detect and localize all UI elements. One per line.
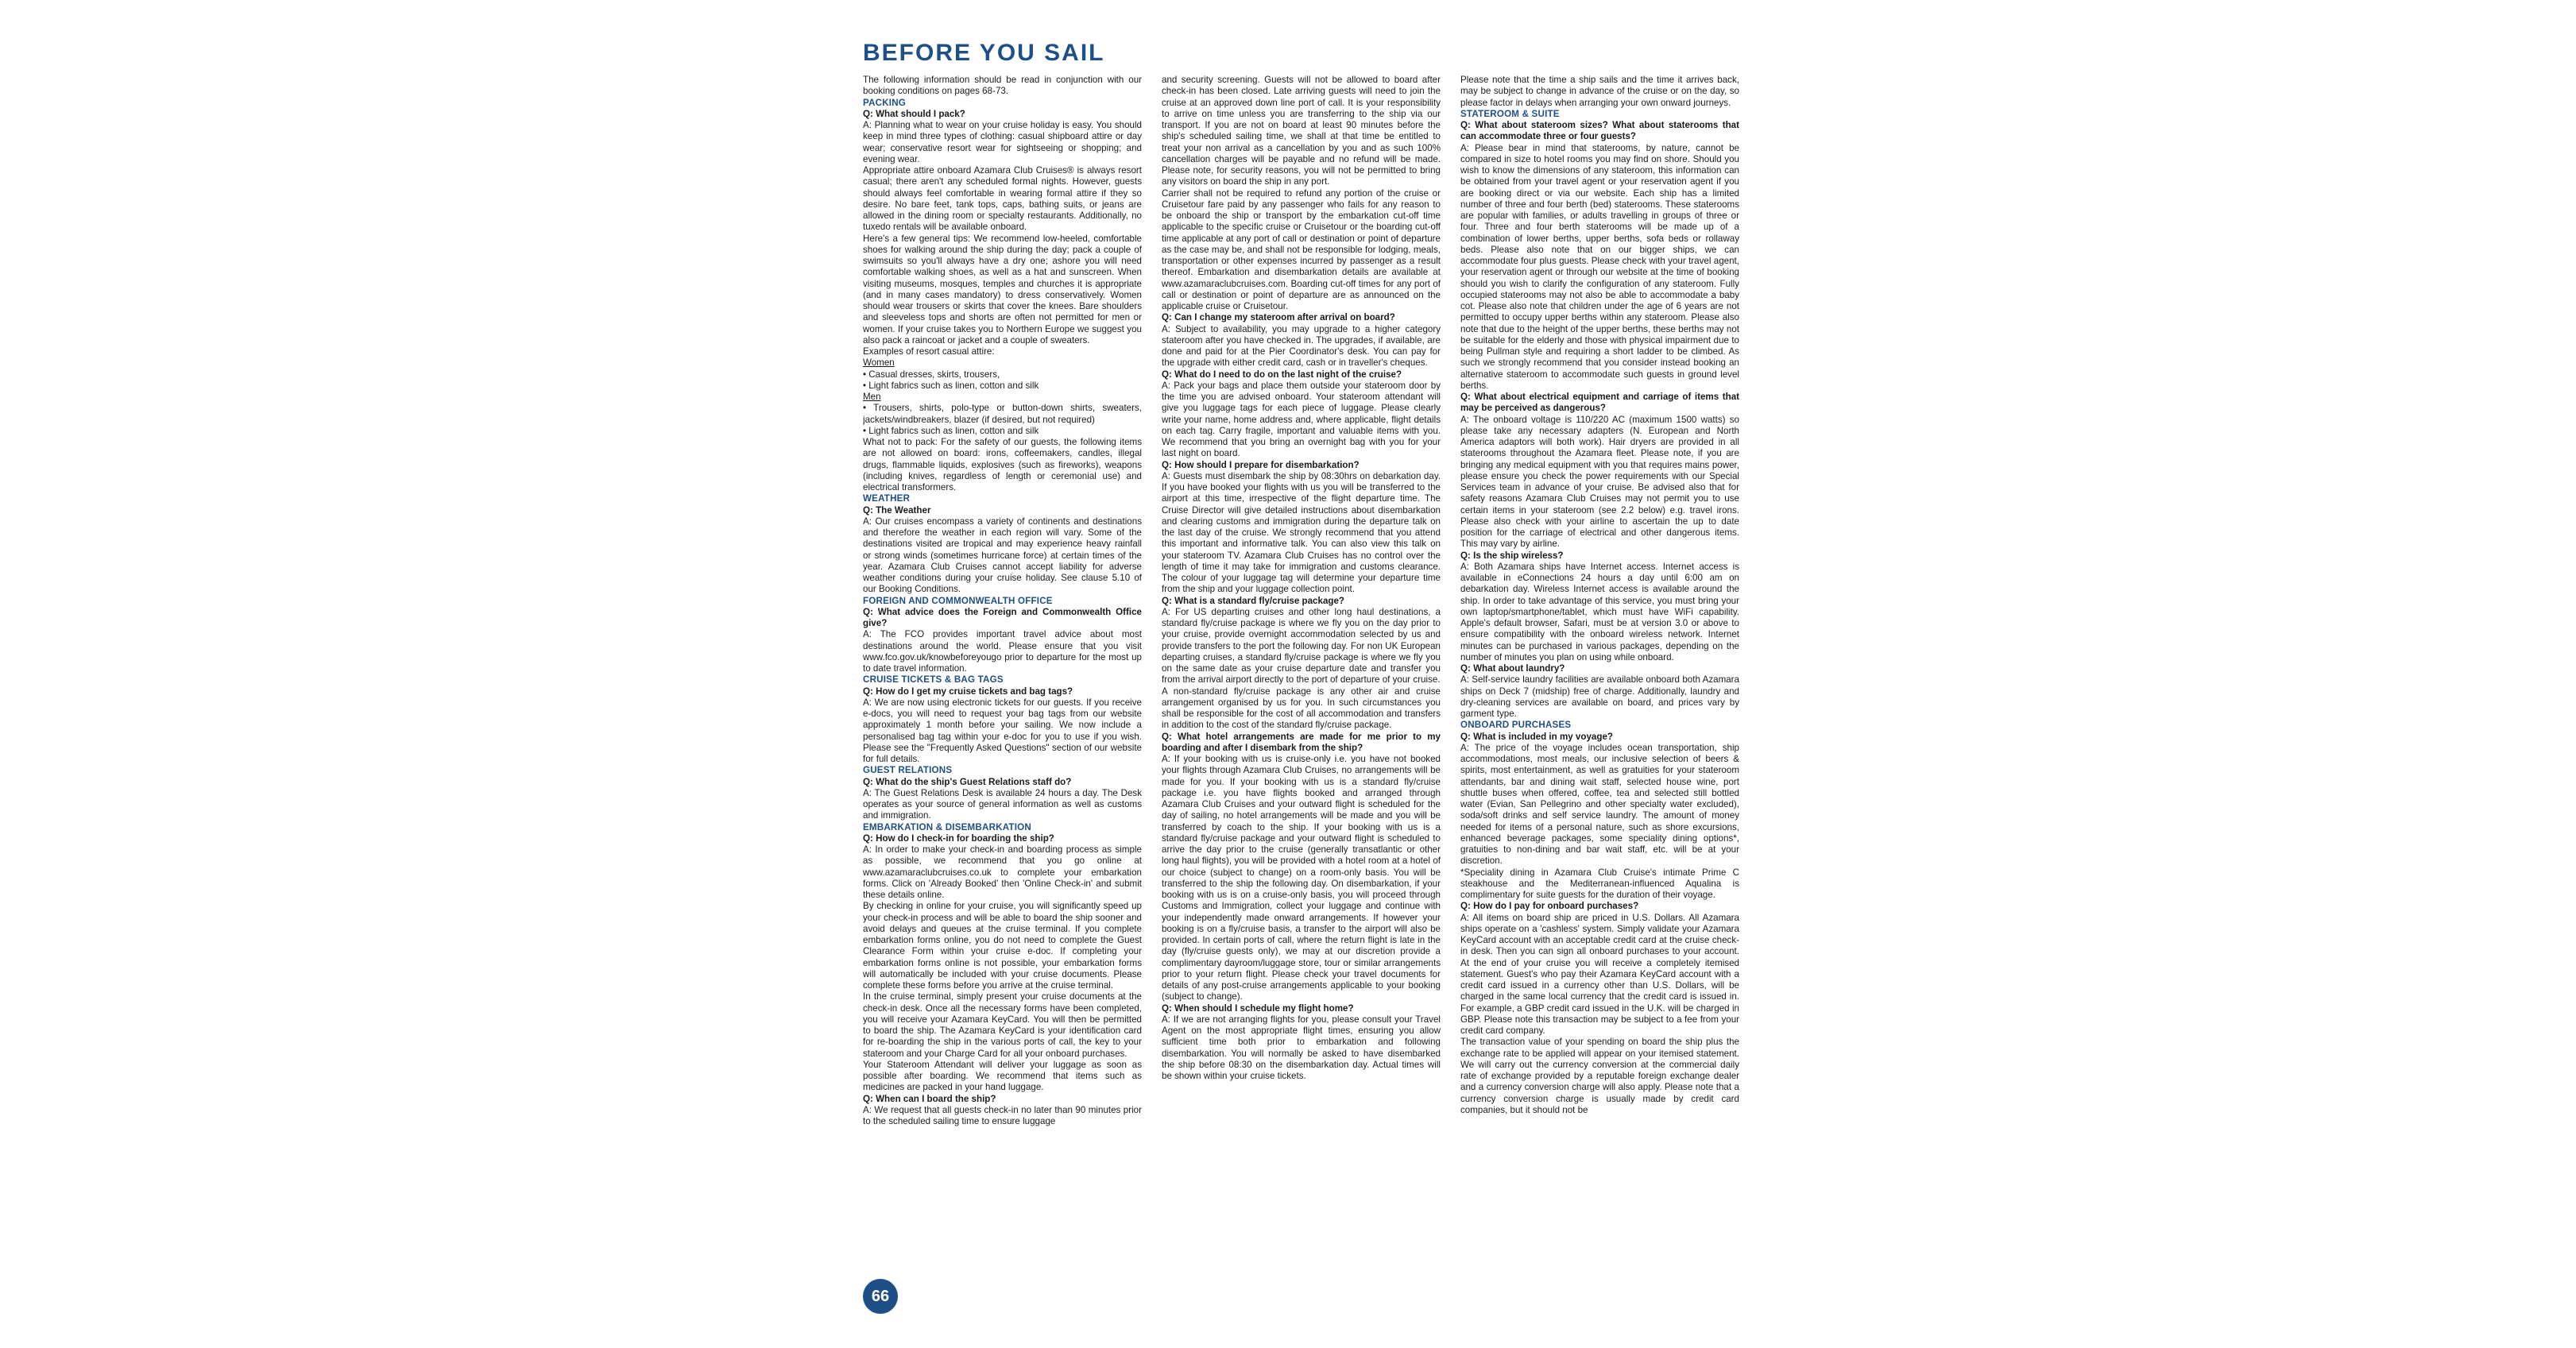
paragraph: A: All items on board ship are priced in U.S. Dollars. All Azamara ships operate on a 'cashless' system. Simply validate your Azamara KeyCard account with an acceptable credit card at the cruise check-in desk. Then you can sign all onboard purchases to your account. At the end of your cruise you will receive a completely itemised statement. Guest's who pay their Azamara KeyCard account with a credit card issued in a currency other than U.S. Dollars, will be charged in the same local currency that the credit card is issued in. For example, a GBP credit card issued in the U.K. will be charged in GBP. Please note this transaction may be subject to a fee from your credit card company.	[1460, 912, 1739, 1036]
paragraph: A: The onboard voltage is 110/220 AC (maximum 1500 watts) so please take any necessary adapters (N. European and North America adaptors will both work). Hair dryers are provided in all staterooms throughout the Azamara fleet. Please note, if you are bringing any medical equipment with you that requires mains power, please ensure you check the power requirements with our Special Services team in advance of your cruise. Be advised also that for safety reasons Azamara Club Cruises may not permit you to use certain items in your stateroom (see 2.2 below) e.g. travel irons. Please also check with your airline to ascertain the up to date position for the carriage of electrical and other dangerous items. This may vary by airline.	[1460, 414, 1739, 550]
question: Q: What hotel arrangements are made for me prior to my boarding and after I disembark from the ship?	[1162, 731, 1441, 753]
text-column-2	[1162, 75, 1441, 1266]
section-heading: GUEST RELATIONS	[863, 765, 953, 776]
question: Q: The Weather	[863, 504, 931, 516]
paragraph: The transaction value of your spending on board the ship plus the exchange rate to be applied will appear on your itemised statement. We will carry out the currency conversion at the commercial daily rate of exchange provided by a reputable foreign exchange dealer and a currency conversion charge will also apply. Please note that a currency conversion charge is usually made by credit card companies, but it should not be	[1460, 1037, 1739, 1115]
question: Q: When can I board the ship?	[863, 1093, 996, 1104]
brochure-page	[863, 35, 1746, 1322]
question: Q: When should I schedule my flight home?	[1162, 1002, 1354, 1014]
page-title: BEFORE YOU SAIL	[863, 40, 1105, 66]
question: Q: What do I need to do on the last night of the cruise?	[1162, 369, 1402, 380]
question: Q: How do I check-in for boarding the ship?	[863, 832, 1054, 844]
question: Q: What is included in my voyage?	[1460, 731, 1613, 742]
paragraph: A: The FCO provides important travel advice about most destinations around the world. Please ensure that you visit www.fco.gov.uk/knowbeforeyougo prior to departure for the most up to date travel information.	[863, 629, 1142, 674]
paragraph: • Trousers, shirts, polo-type or button-down shirts, sweaters, jackets/windbreakers, blazer (if desired, but not required)	[863, 403, 1142, 425]
question: Q: What is a standard fly/cruise package?	[1162, 595, 1345, 606]
paragraph: A: For US departing cruises and other long haul destinations, a standard fly/cruise package is where we fly you on the day prior to your cruise, provide overnight accommodation selected by us and provide transfers to the port the following day. For non UK European departing cruises, a standard fly/cruise package is where we fly you on the same date as your cruise departure date and transfer you from the arrival airport directly to the port of departure of your cruise.	[1162, 606, 1441, 686]
paragraph: In the cruise terminal, simply present your cruise documents at the check-in desk. Once all the necessary forms have been completed, you will receive your Azamara KeyCard. You will then be permitted to board the ship. The Azamara KeyCard is your identification card for re-boarding the ship in the various ports of call, the key to your stateroom and your Charge Card for all your onboard purchases.	[863, 991, 1142, 1059]
paragraph: A: Planning what to wear on your cruise holiday is easy. You should keep in mind three types of clothing: casual shipboard attire or day wear; conservative resort wear for sightseeing or shopping; and evening wear.	[863, 120, 1142, 164]
paragraph: A: Subject to availability, you may upgrade to a higher category stateroom after you have checked in. The upgrades, if available, are done and paid for at the Pier Coordinator's desk. You can pay for the upgrade with either credit card, cash or in traveller's cheques.	[1162, 323, 1441, 369]
question: Q: What about laundry?	[1460, 663, 1565, 674]
section-heading: STATEROOM & SUITE	[1460, 108, 1560, 119]
paragraph: • Light fabrics such as linen, cotton and silk	[863, 425, 1039, 436]
paragraph: A: Pack your bags and place them outside your stateroom door by the time you are advised onboard. Your stateroom attendant will give you luggage tags for each piece of luggage. Please clearly write your name, home address and, where applicable, flight details on each tag. Carry fragile, important and valuable items with you. We recommend that you bring an overnight bag with you for your last night on board.	[1162, 380, 1441, 459]
section-heading: WEATHER	[863, 493, 911, 504]
text-column-1	[863, 75, 1142, 1266]
question: Q: How should I prepare for disembarkation?	[1162, 459, 1360, 470]
text-column-3	[1460, 75, 1739, 1266]
paragraph: A non-standard fly/cruise package is any other air and cruise arrangement organised by us for you. In such circumstances you shall be responsible for the cost of all accommodation and transfers in addition to the cost of the standard fly/cruise package.	[1162, 686, 1441, 731]
question: Q: Can I change my stateroom after arrival on board?	[1162, 312, 1395, 323]
question: Q: What about stateroom sizes? What about staterooms that can accommodate three or four guests?	[1460, 120, 1739, 142]
paragraph: A: The price of the voyage includes ocean transportation, ship accommodations, most meals, our inclusive selection of beers & spirits, most entertainment, as well as gratuities for your stateroom attendants, bar and dining wait staff, selected house wine, port shuttle buses when offered, coffee, tea and selected still bottled water (Evian, San Pellegrino and other specialty water excluded), soda/soft drinks and self service laundry. The amount of money needed for items of a personal nature, such as shore excursions, enhanced beverage packages, some speciality dining options*, gratuities to non-dining and bar wait staff, etc. will be at your discretion.	[1460, 742, 1739, 867]
paragraph: What not to pack: For the safety of our guests, the following items are not allowed on board: irons, coffeemakers, candles, illegal drugs, flammable liquids, explosives (such as fireworks), weapons (including knives, regardless of length or ceremonial use) and electrical transformers.	[863, 437, 1142, 492]
paragraph: A: If we are not arranging flights for you, please consult your Travel Agent on the most appropriate flight times, ensuring you allow sufficient time both prior to embarkation and following disembarkation. You will normally be asked to have disembarked the ship before 08:30 on the disembarkation day. Actual times will be shown within your cruise tickets.	[1162, 1014, 1441, 1081]
paragraph: Please note that the time a ship sails and the time it arrives back, may be subject to change in advance of the cruise or on the day, so please factor in delays when arranging your own onward journeys.	[1460, 75, 1739, 108]
paragraph: A: We are now using electronic tickets for our guests. If you receive e-docs, you will need to request your bag tags from our website approximately 1 month before your sailing. We now include a personalised bag tag within your e-doc for you to use if you wish. Please see the "Frequently Asked Questions" section of our website for full details.	[863, 697, 1142, 764]
section-heading: FOREIGN AND COMMONWEALTH OFFICE	[863, 595, 1053, 606]
paragraph: A: If your booking with us is cruise-only i.e. you have not booked your flights through Azamara Club Cruises, no arrangements will be made for you. If your booking with us is a standard fly/cruise package i.e. you have flights booked and arranged through Azamara Club Cruises and your outward flight is scheduled for the day of sailing, no hotel arrangements will be made and you will be transferred by coach to the ship. If your booking with us is a standard fly/cruise package and your outward flight is scheduled to arrive the day prior to the cruise (generally transatlantic or other long haul flights), you will be provided with a hotel room at a hotel of our choice (subject to change) on a room-only basis. You will be transferred to the ship the following day. On disembarkation, if your booking with us is on a cruise-only basis, you will proceed through Customs and Immigration, collect your luggage and continue with your independently made onward arrangements. If however your booking is on a fly/cruise basis, a transfer to the airport will also be provided. In certain ports of call, where the return flight is late in the day (fly/cruise guests only), we may at our discretion provide a complimentary dayroom/luggage store, tour or similar arrangements prior to your return flight. Please check your travel documents for details of any post-cruise arrangements applicable to your booking (subject to change).	[1162, 754, 1441, 1002]
question: Q: Is the ship wireless?	[1460, 550, 1564, 561]
paragraph: Your Stateroom Attendant will deliver your luggage as soon as possible after boarding. We recommend that items such as medicines are packed in your hand luggage.	[863, 1059, 1142, 1093]
section-heading: ONBOARD PURCHASES	[1460, 720, 1572, 731]
sub-heading: Men	[863, 392, 881, 402]
paragraph: A: Both Azamara ships have Internet access. Internet access is available in eConnections 24 hours a day until 6:00 am on debarkation day. Wireless Internet access is available around the ship. In order to take advantage of this service, you must bring your own laptop/smartphone/tablet, which must have WiFi capability. Apple's default browser, Safari, must be at version 3.0 or above to ensure compatibility with the onboard wireless network. Internet minutes can be purchased in various packages, depending on the number of minutes you plan on using while onboard.	[1460, 561, 1739, 662]
question: Q: What about electrical equipment and carriage of items that may be perceived as dangerous?	[1460, 392, 1739, 414]
paragraph: • Light fabrics such as linen, cotton and silk	[863, 380, 1039, 391]
paragraph: Here's a few general tips: We recommend low-heeled, comfortable shoes for walking around the ship during the day; pack a couple of swimsuits so you'll always have a dry one; ashore you will need comfortable walking shoes, as well as a hat and sunscreen. When visiting museums, mosques, temples and churches it is appropriate (and in many cases mandatory) to dress conservatively. Women should wear trousers or skirts that cover the knees. Bare shoulders and sleeveless tops and shorts are often not permitted for men or women. If your cruise takes you to Northern Europe we suggest you also pack a raincoat or jacket and a couple of sweaters.	[863, 233, 1142, 346]
page-number-badge: 66	[863, 1279, 898, 1314]
paragraph: A: The Guest Relations Desk is available 24 hours a day. The Desk operates as your source of general information as well as customs and immigration.	[863, 787, 1142, 821]
paragraph: A: In order to make your check-in and boarding process as simple as possible, we recommend that you go online at www.azamaraclubcruises.co.uk to complete your embarkation forms. Click on 'Already Booked' then 'Online Check-in' and submit these details online.	[863, 844, 1142, 900]
paragraph: Carrier shall not be required to refund any portion of the cruise or Cruisetour fare paid by any passenger who fails for any reason to be onboard the ship or transport by the embarkation cut-off time applicable to the specific cruise or Cruisetour or the boarding cut-off time applicable at any port of call or destination or point of departure as the case may be, and shall not be responsible for lodging, meals, transportation or other expenses incurred by passenger as a result thereof. Embarkation and disembarkation details are available at www.azamaraclubcruises.com. Boarding cut-off times for any port of call or destination or point of departure are as announced on the applicable cruise or Cruisetour.	[1162, 187, 1441, 311]
question: Q: What should I pack?	[863, 108, 965, 119]
section-heading: CRUISE TICKETS & BAG TAGS	[863, 674, 1004, 686]
paragraph: A: Our cruises encompass a variety of continents and destinations and therefore the weather in each region will vary. Some of the destinations visited are tropical and may experience heavy rainfall or strong winds (sometimes hurricane force) at certain times of the year. Azamara Club Cruises cannot accept liability for adverse weather conditions during your cruise holiday. See clause 5.10 of our Booking Conditions.	[863, 516, 1142, 595]
paragraph: A: Self-service laundry facilities are available onboard both Azamara ships on Deck 7 (midship) free of charge. Additionally, laundry and dry-cleaning services are available on board, and prices vary by garment type.	[1460, 674, 1739, 719]
question: Q: How do I pay for onboard purchases?	[1460, 901, 1639, 912]
sub-heading: Women	[863, 357, 895, 369]
paragraph: and security screening. Guests will not be allowed to board after check-in has been closed. Late arriving guests will need to join the cruise at an approved down line port of call. It is your responsibility to arrive on time unless you are transferring to the ship via our transport. If you are not on board at least 90 minutes before the ship's scheduled sailing time, we shall at that time be entitled to treat your non arrival as a cancellation by you and as such 100% cancellation charges will be payable and no refund will be made. Please note, for security reasons, you will not be permitted to bring any visitors on board the ship in any port.	[1162, 75, 1441, 187]
paragraph: Examples of resort casual attire:	[863, 346, 995, 357]
paragraph: • Casual dresses, skirts, trousers,	[863, 369, 1000, 380]
question: Q: What advice does the Foreign and Commonwealth Office give?	[863, 606, 1142, 628]
paragraph: A: We request that all guests check-in no later than 90 minutes prior to the scheduled sailing time to ensure luggage	[863, 1104, 1142, 1126]
paragraph: A: Please bear in mind that staterooms, by nature, cannot be compared in size to hotel rooms you may find on shore. Should you wish to know the dimensions of any stateroom, this information can be obtained from your travel agent or your reservation agent if you are booking direct or via our website. Each ship has a limited number of three and four berth (bed) staterooms. These staterooms are popular with families, or adults travelling in groups of three or four. Three and four berth staterooms will be made up of a combination of lower berths, upper berths, sofa beds or rollaway beds. Please also note that on our bigger ships, we can accommodate four plus guests. Please check with your travel agent, your reservation agent or through our website at the time of booking should you wish to clarify the configuration of any stateroom. Fully occupied staterooms may not also be able to accommodate a baby cot. Please also note that children under the age of 6 years are not permitted to occupy upper berths within any stateroom. Please also note that due to the height of the upper berths, these berths may not be suitable for the elderly and those with physical impairment due to being Pullman style and requiring a short ladder to be climbed. As such we strongly recommend that you consider instead booking an alternative stateroom to accommodate such guests in ground level berths.	[1460, 142, 1739, 391]
section-heading: PACKING	[863, 97, 907, 108]
paragraph: A: Guests must disembark the ship by 08:30hrs on debarkation day. If you have booked your flights with us you will be transferred to the airport at this time, irrespective of the flight departure time. The Cruise Director will give detailed instructions about disembarkation and clearing customs and immigration during the departure talk on the last day of the cruise. We strongly recommend that you attend this important and informative talk. You can also view this talk on your stateroom TV. Azamara Club Cruises has no control over the length of time it may take for immigration and customs clearance. The colour of your luggage tag will determine your departure time from the ship and your luggage collection point.	[1162, 470, 1441, 595]
question: Q: How do I get my cruise tickets and bag tags?	[863, 686, 1073, 697]
paragraph: *Speciality dining in Azamara Club Cruise's intimate Prime C steakhouse and the Mediterranean-influenced Aqualina is complimentary for suite guests for the duration of their voyage.	[1460, 867, 1739, 900]
paragraph: By checking in online for your cruise, you will significantly speed up your check-in process and will be able to board the ship sooner and avoid delays and queues at the cruise terminal. If you complete embarkation forms online, you do not need to complete the Guest Clearance Form within your cruise e-doc. If completing your embarkation forms online is not possible, your embarkation forms will automatically be included with your cruise documents. Please complete these forms before you arrive at the cruise terminal.	[863, 901, 1142, 991]
section-heading: EMBARKATION & DISEMBARKATION	[863, 821, 1031, 832]
paragraph: The following information should be read in conjunction with our booking conditions on pages 68-73.	[863, 75, 1142, 97]
paragraph: Appropriate attire onboard Azamara Club Cruises® is always resort casual; there aren't any scheduled formal nights. However, guests should always feel comfortable in wearing formal attire if they so desire. No bare feet, tank tops, caps, bathing suits, or jeans are allowed in the dining room or specialty restaurants. Additionally, no tuxedo rentals will be available onboard.	[863, 165, 1142, 233]
question: Q: What do the ship's Guest Relations staff do?	[863, 776, 1072, 787]
